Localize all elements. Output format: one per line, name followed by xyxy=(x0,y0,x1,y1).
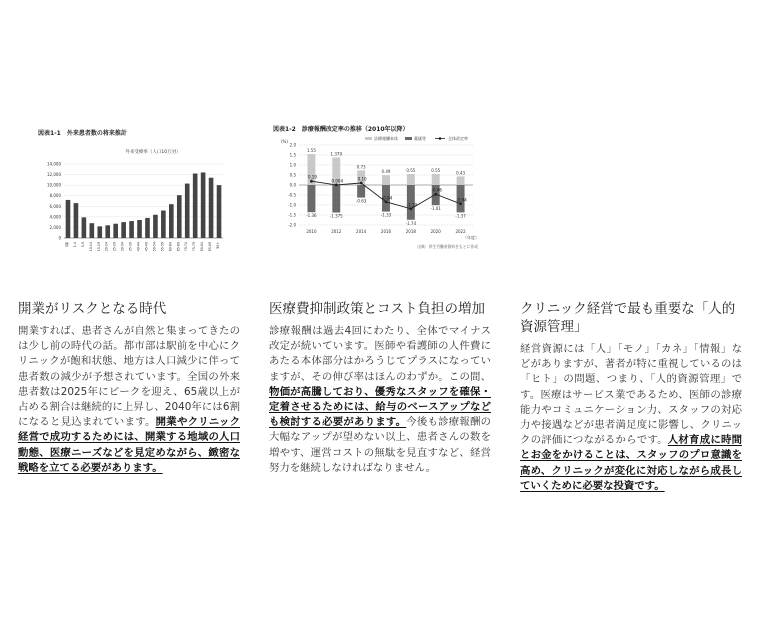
y-tick-label: 2,000 xyxy=(49,224,61,230)
y-tick-label: 12,000 xyxy=(47,172,61,178)
x-tick-label: 2016 xyxy=(380,229,392,234)
x-tick-label: 70-74 xyxy=(184,242,189,252)
bar xyxy=(153,215,158,238)
bar-negative xyxy=(357,185,365,198)
data-label-total: -0.94 xyxy=(456,197,467,203)
bar xyxy=(169,204,174,238)
figure-1-chart xyxy=(38,138,238,268)
column-2-emphasis: 物価が高騰しており、優秀なスタッフを確保・定着させるためには、給与のベースアップなども検討する必要があります。 xyxy=(269,385,491,429)
bar xyxy=(90,223,95,238)
x-tick-label: 2010 xyxy=(306,229,317,234)
bar-negative xyxy=(307,185,315,212)
data-label-negative: -1.36 xyxy=(306,213,317,219)
figure-2-xlabel-unit: （年度） xyxy=(463,235,479,240)
y-tick-label: 6,000 xyxy=(49,203,61,209)
column-2-text-after: 今後も診療報酬の大幅なアップが望めない以上、患者さんの数を増やす、運営コストの無駄を見直すなど、経営努力を継続しなければなりません。 xyxy=(269,416,492,474)
y-tick-label: -1.0 xyxy=(288,202,296,208)
column-3-heading: クリニック経営で最も重要な「人的資源管理」 xyxy=(520,301,736,335)
data-label-total: -1.19 xyxy=(406,202,418,208)
column-3-body xyxy=(520,342,742,494)
x-tick-label: 30-34 xyxy=(120,242,125,252)
bar xyxy=(97,226,102,238)
bar-positive xyxy=(457,176,465,185)
column-1-body xyxy=(18,324,240,476)
bar xyxy=(177,195,182,238)
bar xyxy=(185,184,190,238)
legend-label-3: 全体改定率 xyxy=(448,136,468,141)
data-label-total: -0.84 xyxy=(381,195,393,201)
data-label-positive: 1.55 xyxy=(306,148,316,153)
x-tick-label: 25-29 xyxy=(112,242,117,252)
x-tick-label: 85-89 xyxy=(208,242,213,252)
legend-swatch-2 xyxy=(405,137,412,140)
bar xyxy=(145,218,150,238)
bar xyxy=(137,220,142,238)
legend-marker-3 xyxy=(439,137,442,140)
total-line-point xyxy=(385,200,388,203)
data-label-positive: 0.55 xyxy=(406,168,416,173)
x-tick-label: 60-64 xyxy=(168,242,173,252)
bar xyxy=(74,203,79,238)
bar xyxy=(113,224,118,238)
figure-2-source: 出典：厚生労働省資料をもとに作成 xyxy=(417,244,478,249)
x-tick-label: 2020 xyxy=(430,229,441,234)
data-label-negative: -0.63 xyxy=(355,198,367,204)
x-tick-label: 2012 xyxy=(331,229,342,234)
x-tick-label: 5-9 xyxy=(80,242,85,248)
y-tick-label: 2.0 xyxy=(289,142,296,148)
figure-2 xyxy=(273,124,488,268)
y-tick-label: -0.5 xyxy=(288,192,296,198)
column-2-text: 診療報酬は過去4回にわたり、全体でマイナス改定が続いています。医師や看護師の人件費にあたる本体部分はかろうじてプラスになっていますが、その伸び率はほんのわずか。この間、 xyxy=(269,325,491,383)
y-tick-label: 14,000 xyxy=(47,161,61,167)
column-3-emphasis: 人材育成に時間とお金をかけることは、スタッフのプロ意識を高め、クリニックが変化に対応しながら成長していくために必要な投資です。 xyxy=(520,434,742,492)
column-2 xyxy=(269,300,491,476)
data-label-negative: -1.37 xyxy=(455,213,466,219)
bar xyxy=(66,200,71,238)
data-label-positive: 0.43 xyxy=(456,170,466,176)
x-tick-label: 15-19 xyxy=(96,242,101,252)
x-tick-label: 90+ xyxy=(216,242,221,249)
total-line-point xyxy=(310,180,313,183)
column-1-text: 開業すれば、患者さんが自然と集まってきたのは少し前の時代の話。都市部は駅前を中心にクリニックが飽和状態、地方は人口減少に伴って患者数の減少が予想されています。全国の外来患者数は2025年にピークを迎え、65歳以上が占める割合は継続的に上昇し、2040年には6割になると見込まれています。 xyxy=(18,325,240,429)
bar-negative xyxy=(332,185,340,213)
x-tick-label: 80-84 xyxy=(200,242,205,252)
x-tick-label: 20-24 xyxy=(104,242,109,252)
data-label-negative: -1.375 xyxy=(329,213,343,219)
data-label-total: -0.46 xyxy=(431,187,442,193)
x-tick-label: 75-79 xyxy=(192,242,197,252)
x-tick-label: 2022 xyxy=(455,229,466,234)
figure-2-ylabel: (%) xyxy=(281,139,288,144)
x-tick-label: 0歳 xyxy=(64,242,69,248)
column-1 xyxy=(18,300,240,476)
data-label-positive: 0.55 xyxy=(431,168,441,173)
bar xyxy=(209,178,214,238)
data-label-total: 0.10 xyxy=(357,176,367,182)
legend-label-2: 薬価等 xyxy=(414,136,426,141)
y-tick-label: 4,000 xyxy=(49,214,61,220)
bar xyxy=(129,221,134,238)
y-tick-label: 1.0 xyxy=(289,162,296,168)
bar-positive xyxy=(382,175,390,185)
bar xyxy=(82,217,87,238)
total-line-point xyxy=(434,193,437,196)
x-tick-label: 2014 xyxy=(356,229,367,234)
data-label-positive: 1.379 xyxy=(330,151,343,157)
column-2-body xyxy=(269,324,491,476)
bar xyxy=(201,172,206,238)
figure-1-title: 図表1-1 外来患者数の将来推計 xyxy=(38,130,127,137)
y-tick-label: 1.5 xyxy=(289,152,296,158)
total-line-point xyxy=(459,202,462,205)
bar-positive xyxy=(407,174,415,185)
bar xyxy=(105,225,110,238)
bar-positive xyxy=(432,174,440,185)
y-tick-label: 8,000 xyxy=(49,193,61,199)
x-tick-label: 45-49 xyxy=(144,242,149,252)
figure-1 xyxy=(38,128,238,268)
bar xyxy=(193,174,198,238)
data-label-negative: -1.01 xyxy=(430,206,441,212)
bar xyxy=(161,211,166,238)
x-tick-label: 40-44 xyxy=(136,242,141,252)
legend-label-1: 診療報酬本体 xyxy=(374,136,398,141)
y-tick-label: 0 xyxy=(58,235,61,241)
x-tick-label: 65-69 xyxy=(176,242,181,252)
x-tick-label: 50-54 xyxy=(152,242,157,252)
total-line-point xyxy=(360,182,363,185)
data-label-negative: -1.74 xyxy=(405,220,417,226)
x-tick-label: 35-39 xyxy=(128,242,133,252)
data-label-total: 0.004 xyxy=(331,178,344,184)
column-1-heading: 開業がリスクとなる時代 xyxy=(18,301,167,317)
x-tick-label: 55-59 xyxy=(160,242,165,252)
bar xyxy=(121,222,126,238)
data-label-total: 0.19 xyxy=(307,174,317,180)
x-tick-label: 1-4 xyxy=(72,242,77,248)
data-label-positive: 0.73 xyxy=(356,164,366,170)
y-tick-label: 0.5 xyxy=(289,172,296,178)
column-2-heading: 医療費抑制政策とコスト負担の増加 xyxy=(269,301,485,317)
x-tick-label: 2018 xyxy=(405,229,416,234)
figure-2-chart xyxy=(273,133,488,267)
y-tick-label: 10,000 xyxy=(47,182,61,188)
y-tick-label: -1.5 xyxy=(288,212,296,218)
legend-swatch-1 xyxy=(365,137,372,140)
column-3 xyxy=(520,300,742,494)
y-tick-label: 0.0 xyxy=(289,182,296,188)
bar xyxy=(217,185,222,238)
y-tick-label: -2.0 xyxy=(288,222,296,228)
x-tick-label: 10-14 xyxy=(88,242,93,252)
total-line-point xyxy=(335,184,338,187)
figure-1-subtitle: 外来受療率（人口10万対） xyxy=(125,150,181,155)
data-label-negative: -1.33 xyxy=(380,212,392,218)
figure-2-title: 図表1-2 診療報酬改定率の推移（2010年以降） xyxy=(273,126,409,133)
total-line-point xyxy=(409,207,412,210)
column-3-text: 経営資源には「人」「モノ」「カネ」「情報」などがありますが、著者が特に重視しているのは「ヒト」の問題、つまり、「人的資源管理」です。医療はサービス業であるため、医師の診療能力やコミュニケーション力、スタッフの対応力や接遇などが患者満足度に影響し、クリニックの評価につながるからです。 xyxy=(520,343,742,447)
data-label-positive: 0.49 xyxy=(381,169,391,175)
column-1-emphasis: 開業やクリニック経営で成功するためには、開業する地域の人口動態、医療ニーズなどを見定めながら、緻密な戦略を立てる必要があります。 xyxy=(18,416,240,474)
